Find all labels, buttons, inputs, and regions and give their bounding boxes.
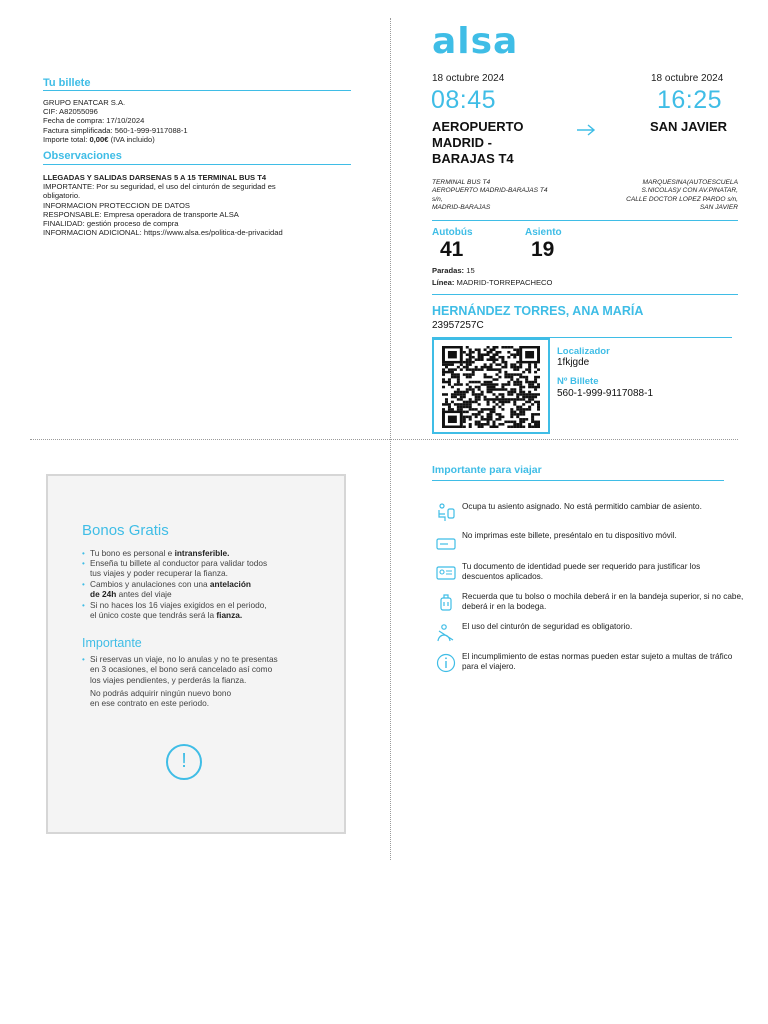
line-value: MADRID-TORREPACHECO xyxy=(456,278,553,287)
observaciones-line: INFORMACION PROTECCION DE DATOS xyxy=(43,200,190,210)
origin-address-line: AEROPUERTO MADRID-BARAJAS T4 xyxy=(432,187,548,195)
origin-address-line: MADRID-BARAJAS xyxy=(432,204,491,212)
observaciones-line: FINALIDAD: gestión proceso de compra xyxy=(43,219,179,229)
fold-line-horizontal xyxy=(30,439,738,440)
line-label: Línea: xyxy=(432,278,455,287)
bullet-strong: antelación xyxy=(209,579,251,589)
observaciones-line: INFORMACION ADICIONAL: https://www.alsa.es/politica-de-privacidad xyxy=(43,228,283,238)
important-item-text: El uso del cinturón de seguridad es obligatorio. xyxy=(462,622,633,631)
destination-address-line: MARQUESINA(AUTOESCUELA xyxy=(642,179,738,186)
bonos-bullet xyxy=(90,579,251,600)
billete-info xyxy=(43,98,188,144)
origin-city-line: AEROPUERTO xyxy=(432,119,524,134)
bonos-note xyxy=(90,688,231,709)
observaciones-title: Observaciones xyxy=(43,150,122,162)
trip-rule xyxy=(432,220,738,221)
bus-number: 41 xyxy=(440,238,464,261)
billete-line: Factura simplificada: 560-1-999-9117088-1 xyxy=(43,125,188,135)
note-line: en ese contrato en este periodo. xyxy=(90,698,210,709)
billete-line: GRUPO ENATCAR S.A. xyxy=(43,98,126,107)
origin-address-line: TERMINAL BUS T4 xyxy=(432,179,491,186)
important-line: en 3 ocasiones, el bono será cancelado así como xyxy=(90,664,273,675)
observaciones-line: obligatorio. xyxy=(43,191,81,201)
bus-rule xyxy=(432,294,738,295)
origin-address xyxy=(432,179,548,213)
locator-label: Localizador xyxy=(557,346,610,357)
bullet-text: antes del viaje xyxy=(116,589,172,600)
bullet-dot: • xyxy=(82,559,85,568)
seat-icon xyxy=(436,502,456,522)
important-item-text: Ocupa tu asiento asignado. No está permitido cambiar de asiento. xyxy=(462,502,702,511)
bonos-title: Bonos Gratis xyxy=(82,522,169,539)
bullet-strong: de 24h xyxy=(90,589,117,600)
bullet-dot: • xyxy=(82,580,85,589)
locator-value: 1fkjgde xyxy=(557,357,590,368)
destination-address-line: S.NICOLAS)/ CON AV.PINATAR, xyxy=(641,187,738,195)
qr-code xyxy=(442,346,540,428)
bullet-dot: • xyxy=(82,601,85,610)
important-rule xyxy=(432,480,724,481)
ticket-number-value: 560-1-999-9117088-1 xyxy=(557,388,654,399)
stops-row xyxy=(432,266,475,275)
id-card-icon xyxy=(436,563,456,583)
bonos-bullet xyxy=(90,558,267,579)
destination-address-line: SAN JAVIER xyxy=(699,204,738,212)
billete-total xyxy=(43,135,188,144)
alert-icon: ! xyxy=(166,744,202,780)
qr-code-frame xyxy=(432,338,550,434)
alsa-logo xyxy=(432,24,540,60)
passenger-name: HERNÁNDEZ TORRES, ANA MARÍA xyxy=(432,304,644,318)
billete-line: Fecha de compra: 17/10/2024 xyxy=(43,116,145,126)
seatbelt-icon xyxy=(436,623,456,643)
bullet-text: tus viajes y poder recuperar la fianza. xyxy=(90,568,228,579)
important-item-text: Tu documento de identidad puede ser requerido para justificar los descuentos aplicados. xyxy=(462,562,701,581)
bullet-strong: intransferible. xyxy=(174,548,230,558)
observaciones-heading: LLEGADAS Y SALIDAS DARSENAS 5 A 15 TERMINAL BUS T4 xyxy=(43,173,267,182)
total-label: Importe total: xyxy=(43,134,90,144)
stops-value: 15 xyxy=(466,266,475,275)
bus-label: Autobús xyxy=(432,227,473,238)
luggage-icon xyxy=(436,592,456,612)
note-line: No podrás adquirir ningún nuevo bono xyxy=(90,688,232,698)
billete-title: Tu billete xyxy=(43,77,91,89)
destination-city xyxy=(650,119,727,135)
bonos-bullet xyxy=(90,548,229,558)
important-line: los viajes pendientes, y perderás la fianza. xyxy=(90,674,247,685)
seat-number: 19 xyxy=(531,238,555,261)
important-item-text: No imprimas este billete, preséntalo en tu dispositivo móvil. xyxy=(462,531,677,540)
departure-time: 08:45 xyxy=(431,86,497,114)
bullet-text: Enseña tu billete al conductor para validar todos xyxy=(90,558,268,568)
origin-address-line: s/n, xyxy=(432,195,443,203)
bonos-bullet xyxy=(90,600,267,621)
observaciones-line: RESPONSABLE: Empresa operadora de transporte ALSA xyxy=(43,209,239,219)
important-title: Importante para viajar xyxy=(432,464,542,476)
bullet-dot: • xyxy=(82,549,85,558)
important-item-text: El incumplimiento de estas normas pueden estar sujeto a multas de tráfico para el viajero. xyxy=(462,652,733,671)
bullet-dot: • xyxy=(82,655,85,664)
seat-label: Asiento xyxy=(525,227,562,238)
bonos-important-title: Importante xyxy=(82,636,142,650)
important-item-text: Recuerda que tu bolso o mochila deberá ir en la bandeja superior, si no cabe, deberá ir en la bodega. xyxy=(462,592,744,611)
bonos-important-text xyxy=(90,654,278,685)
line-row xyxy=(432,278,552,287)
origin-date: 18 octubre 2024 xyxy=(432,73,505,84)
origin-city xyxy=(432,119,524,167)
observaciones-line: IMPORTANTE: Por su seguridad, el uso del cinturón de seguridad es xyxy=(43,182,276,192)
bullet-text: Si no haces los 16 viajes exigidos en el periodo, xyxy=(90,600,267,610)
bullet-text: Cambios y anulaciones con una xyxy=(90,579,210,589)
arrow-right-icon xyxy=(575,122,597,138)
ticket-icon xyxy=(436,534,456,554)
passenger-id: 23957257C xyxy=(432,320,484,331)
info-icon xyxy=(436,653,456,673)
bullet-text: Tu bono es personal e xyxy=(90,548,175,558)
billete-rule xyxy=(43,90,351,91)
origin-city-line: MADRID - xyxy=(432,135,492,150)
origin-city-line: BARAJAS T4 xyxy=(432,151,514,166)
destination-city-line: SAN JAVIER xyxy=(650,119,728,134)
important-line: Si reservas un viaje, no lo anulas y no te presentas xyxy=(90,654,278,664)
observaciones-rule xyxy=(43,164,351,165)
stops-label: Paradas: xyxy=(432,266,465,275)
arrival-time: 16:25 xyxy=(657,86,723,114)
observaciones-body xyxy=(43,173,363,237)
destination-date: 18 octubre 2024 xyxy=(651,73,724,84)
logo-text: alsa xyxy=(432,24,519,60)
destination-address xyxy=(588,179,738,213)
billete-line: CIF: A82055096 xyxy=(43,107,98,117)
bullet-strong: fianza. xyxy=(216,610,243,621)
bullet-text: el único coste que tendrás será la xyxy=(90,610,217,621)
total-value: 0,00€ xyxy=(89,134,109,144)
destination-address-line: CALLE DOCTOR LOPEZ PARDO s/n, xyxy=(626,195,738,203)
total-suffix: (IVA incluido) xyxy=(108,134,155,144)
ticket-number-label: Nº Billete xyxy=(557,376,599,387)
